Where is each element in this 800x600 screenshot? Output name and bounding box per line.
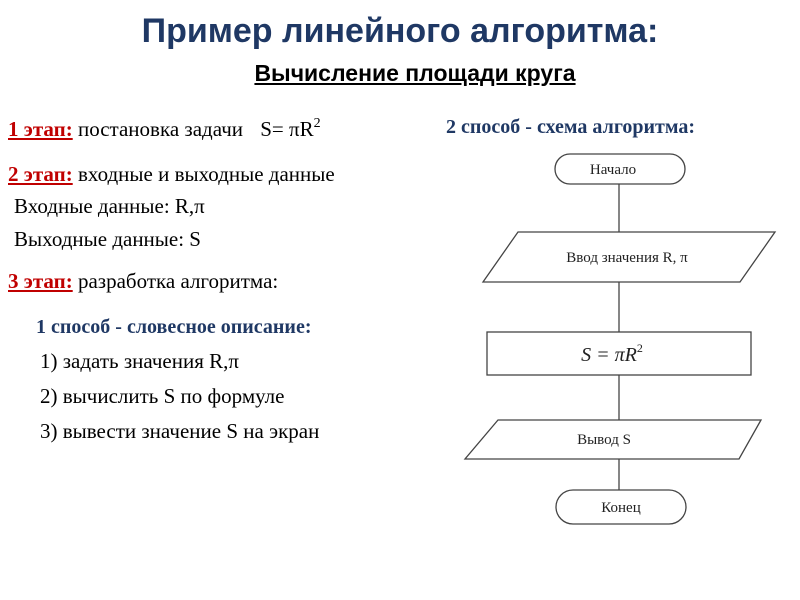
method-1-title: 1 способ - словесное описание:: [36, 316, 312, 338]
method-1-step-3: 3) вывести значение S на экран: [40, 419, 320, 443]
output-data-line: Выходные данные: S: [14, 227, 201, 251]
stage-1-text: постановка задачи: [77, 117, 243, 141]
stage-3-label: 3 этап:: [8, 269, 73, 293]
flow-output-label: Вывод S: [577, 432, 631, 448]
flow-process-formula: [581, 341, 643, 366]
stage-1-label: 1 этап:: [8, 117, 73, 141]
flow-start-label: Начало: [589, 162, 637, 178]
stage-1-formula: S= πR: [260, 117, 314, 141]
method-1-step-1: 1) задать значения R,π: [40, 349, 239, 373]
stage-3-text: разработка алгоритма:: [77, 269, 279, 293]
flow-input-label: Ввод значения R, π: [566, 250, 688, 266]
stage-1-exponent: 2: [313, 116, 321, 131]
flow-process-label: S = πR: [581, 344, 637, 366]
input-data-line: Входные данные: R,π: [14, 194, 205, 218]
stage-2-label: 2 этап:: [8, 162, 73, 186]
page-subtitle: Вычисление площади круга: [254, 60, 576, 86]
method-2-title: 2 способ - схема алгоритма:: [446, 116, 696, 138]
page-title: Пример линейного алгоритма:: [141, 12, 659, 50]
stage-2-text: входные и выходные данные: [77, 162, 335, 186]
flow-process-exponent: 2: [636, 341, 643, 355]
method-1-step-2: 2) вычислить S по формуле: [40, 384, 285, 408]
flow-end-label: Конец: [601, 500, 641, 516]
